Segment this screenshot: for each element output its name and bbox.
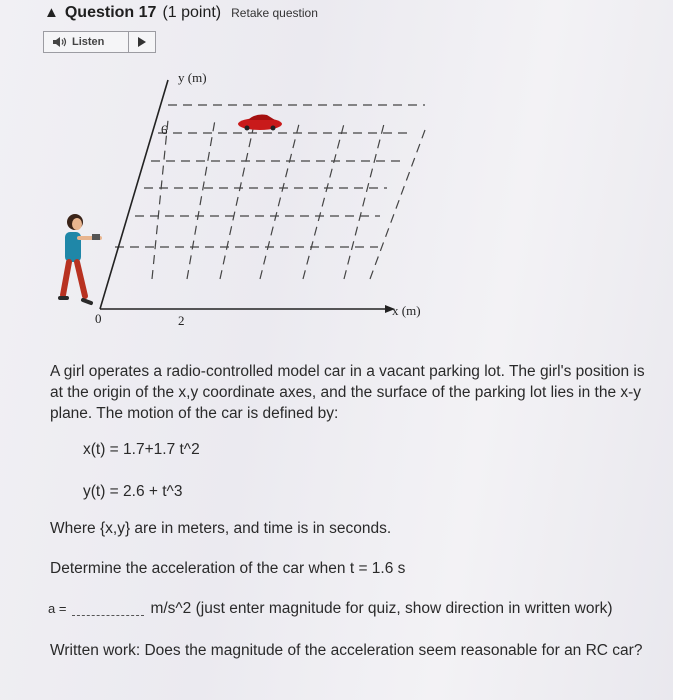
y-axis-label: y (m) (178, 70, 207, 85)
question-header (44, 4, 318, 24)
play-button[interactable] (129, 32, 155, 52)
equation-y: y(t) = 2.6 + t^3 (83, 483, 183, 500)
listen-widget (43, 31, 156, 53)
question-points: (1 point) (162, 4, 222, 21)
answer-label: a = (48, 601, 67, 616)
answer-units: m/s^2 (just enter magnitude for quiz, show direction in written work) (150, 600, 613, 617)
warning-triangle-icon: ▲ (44, 4, 59, 21)
question-title: Question 17 (64, 4, 157, 21)
x-tick-label: 2 (178, 313, 185, 328)
retake-question-link[interactable]: Retake question (231, 6, 318, 20)
y-tick-label: 6 (161, 122, 168, 137)
x-axis-label: x (m) (392, 303, 421, 318)
equation-x: x(t) = 1.7+1.7 t^2 (83, 441, 200, 458)
origin-label: 0 (95, 311, 102, 326)
parking-lot-figure (55, 60, 445, 335)
task-statement: Determine the acceleration of the car when t = 1.6 s (50, 560, 406, 577)
girl-figure-icon (60, 214, 100, 303)
axes (100, 80, 385, 309)
listen-label: Listen (72, 36, 105, 48)
play-icon (138, 37, 146, 47)
units-note: Where {x,y} are in meters, and time is in seconds. (50, 520, 392, 537)
written-work-prompt: Written work: Does the magnitude of the acceleration seem reasonable for an RC car? (50, 642, 643, 659)
rc-car-icon (238, 115, 282, 131)
speaker-icon (52, 36, 68, 48)
problem-paragraph: A girl operates a radio-controlled model car in a vacant parking lot. The girl's position is at the origin of the x,y coordinate axes, and the surface of the parking lot lies in the x-y plane. The motion of the car is defined by: (50, 363, 645, 422)
answer-row (48, 600, 613, 618)
acceleration-answer-input[interactable] (72, 603, 144, 616)
listen-button[interactable] (44, 32, 129, 52)
